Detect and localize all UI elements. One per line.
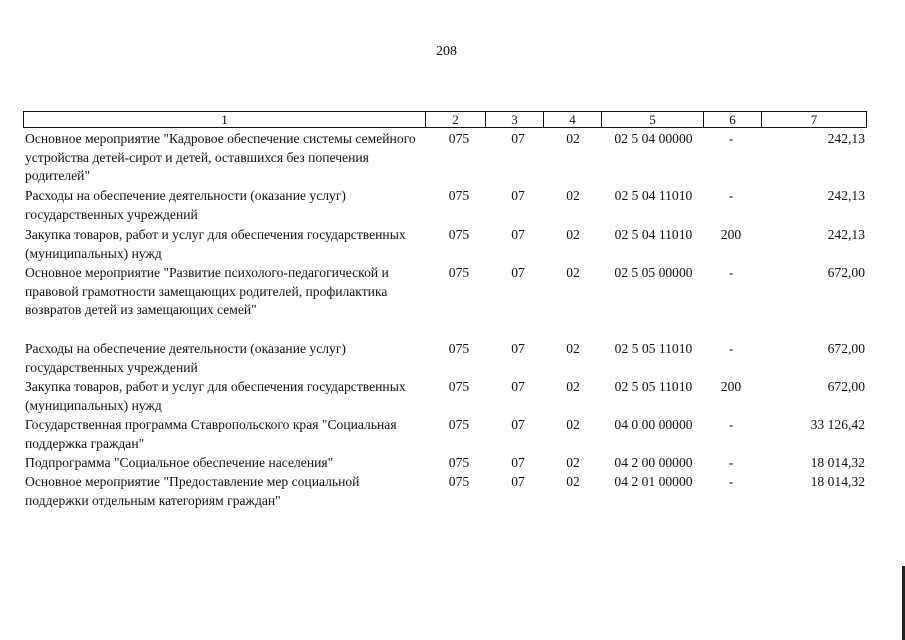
row-name: Основное мероприятие "Развитие психолого-педагогической и правовой грамотности замещающих родителей, профилактика возвратов детей из замещающих семей" [25, 265, 389, 317]
header-cell-3: 3 [486, 112, 544, 127]
row-name: Основное мероприятие "Предоставление мер социальной поддержки отдельным категориям граждан" [25, 474, 360, 508]
row-col7: 33 126,42 [810, 417, 865, 432]
row-col7: 18 014,32 [810, 455, 865, 470]
row-col4: 02 [566, 227, 580, 242]
row-col6: - [728, 455, 734, 470]
row-name: Основное мероприятие "Кадровое обеспечение системы семейного устройства детей-сирот и детей, оставшихся без попечения родителей" [25, 131, 416, 183]
row-name: Расходы на обеспечение деятельности (оказание услуг) государственных учреждений [25, 188, 346, 222]
row-col3: 07 [511, 455, 525, 470]
row-col2: 075 [448, 455, 470, 470]
row-col5: 02 5 05 00000 [614, 265, 693, 280]
row-col4: 02 [566, 341, 580, 356]
header-cell-5: 5 [602, 112, 704, 127]
row-col6: - [728, 188, 734, 203]
row-col4: 02 [566, 417, 580, 432]
header-cell-6: 6 [704, 112, 762, 127]
row-col3: 07 [511, 474, 525, 489]
row-name: Закупка товаров, работ и услуг для обеспечения государственных (муниципальных) нужд [25, 227, 406, 261]
row-col2: 075 [448, 265, 470, 280]
row-col5: 02 5 05 11010 [614, 379, 693, 394]
row-col4: 02 [566, 265, 580, 280]
row-col7: 242,13 [827, 227, 865, 242]
row-col2: 075 [448, 131, 470, 146]
row-col6: 200 [720, 227, 742, 242]
row-col7: 242,13 [827, 188, 865, 203]
row-name: Подпрограмма "Социальное обеспечение населения" [25, 455, 334, 470]
row-col3: 07 [511, 188, 525, 203]
row-col4: 02 [566, 455, 580, 470]
header-cell-2: 2 [426, 112, 486, 127]
row-col7: 672,00 [827, 341, 865, 356]
row-name: Государственная программа Ставропольского края "Социальная поддержка граждан" [25, 417, 397, 451]
header-cell-1: 1 [24, 112, 426, 127]
row-col3: 07 [511, 227, 525, 242]
row-col2: 075 [448, 227, 470, 242]
row-col3: 07 [511, 379, 525, 394]
row-col5: 02 5 04 11010 [614, 227, 693, 242]
row-col3: 07 [511, 341, 525, 356]
row-col6: - [728, 417, 734, 432]
row-col5: 04 2 01 00000 [614, 474, 693, 489]
row-col2: 075 [448, 341, 470, 356]
row-col2: 075 [448, 474, 470, 489]
row-col6: - [728, 265, 734, 280]
row-col3: 07 [511, 131, 525, 146]
table-header [23, 111, 867, 128]
row-col5: 02 5 04 11010 [614, 188, 693, 203]
row-name: Закупка товаров, работ и услуг для обеспечения государственных (муниципальных) нужд [25, 379, 406, 413]
row-col5: 02 5 05 11010 [614, 341, 693, 356]
row-col4: 02 [566, 379, 580, 394]
row-col5: 02 5 04 00000 [614, 131, 693, 146]
row-col4: 02 [566, 188, 580, 203]
row-col6: - [728, 131, 734, 146]
row-col7: 242,13 [827, 131, 865, 146]
row-col3: 07 [511, 265, 525, 280]
row-col2: 075 [448, 379, 470, 394]
row-col7: 672,00 [827, 379, 865, 394]
row-name: Расходы на обеспечение деятельности (оказание услуг) государственных учреждений [25, 341, 346, 375]
row-col5: 04 2 00 00000 [614, 455, 693, 470]
header-cell-4: 4 [544, 112, 602, 127]
row-col2: 075 [448, 188, 470, 203]
row-col2: 075 [448, 417, 470, 432]
row-col4: 02 [566, 131, 580, 146]
row-col5: 04 0 00 00000 [614, 417, 693, 432]
row-col6: - [728, 341, 734, 356]
row-col3: 07 [511, 417, 525, 432]
row-col7: 672,00 [827, 265, 865, 280]
header-cell-7: 7 [810, 112, 818, 127]
row-col4: 02 [566, 474, 580, 489]
row-col7: 18 014,32 [810, 474, 865, 489]
row-col6: 200 [720, 379, 742, 394]
page-number: 208 [436, 44, 457, 59]
row-col6: - [728, 474, 734, 489]
